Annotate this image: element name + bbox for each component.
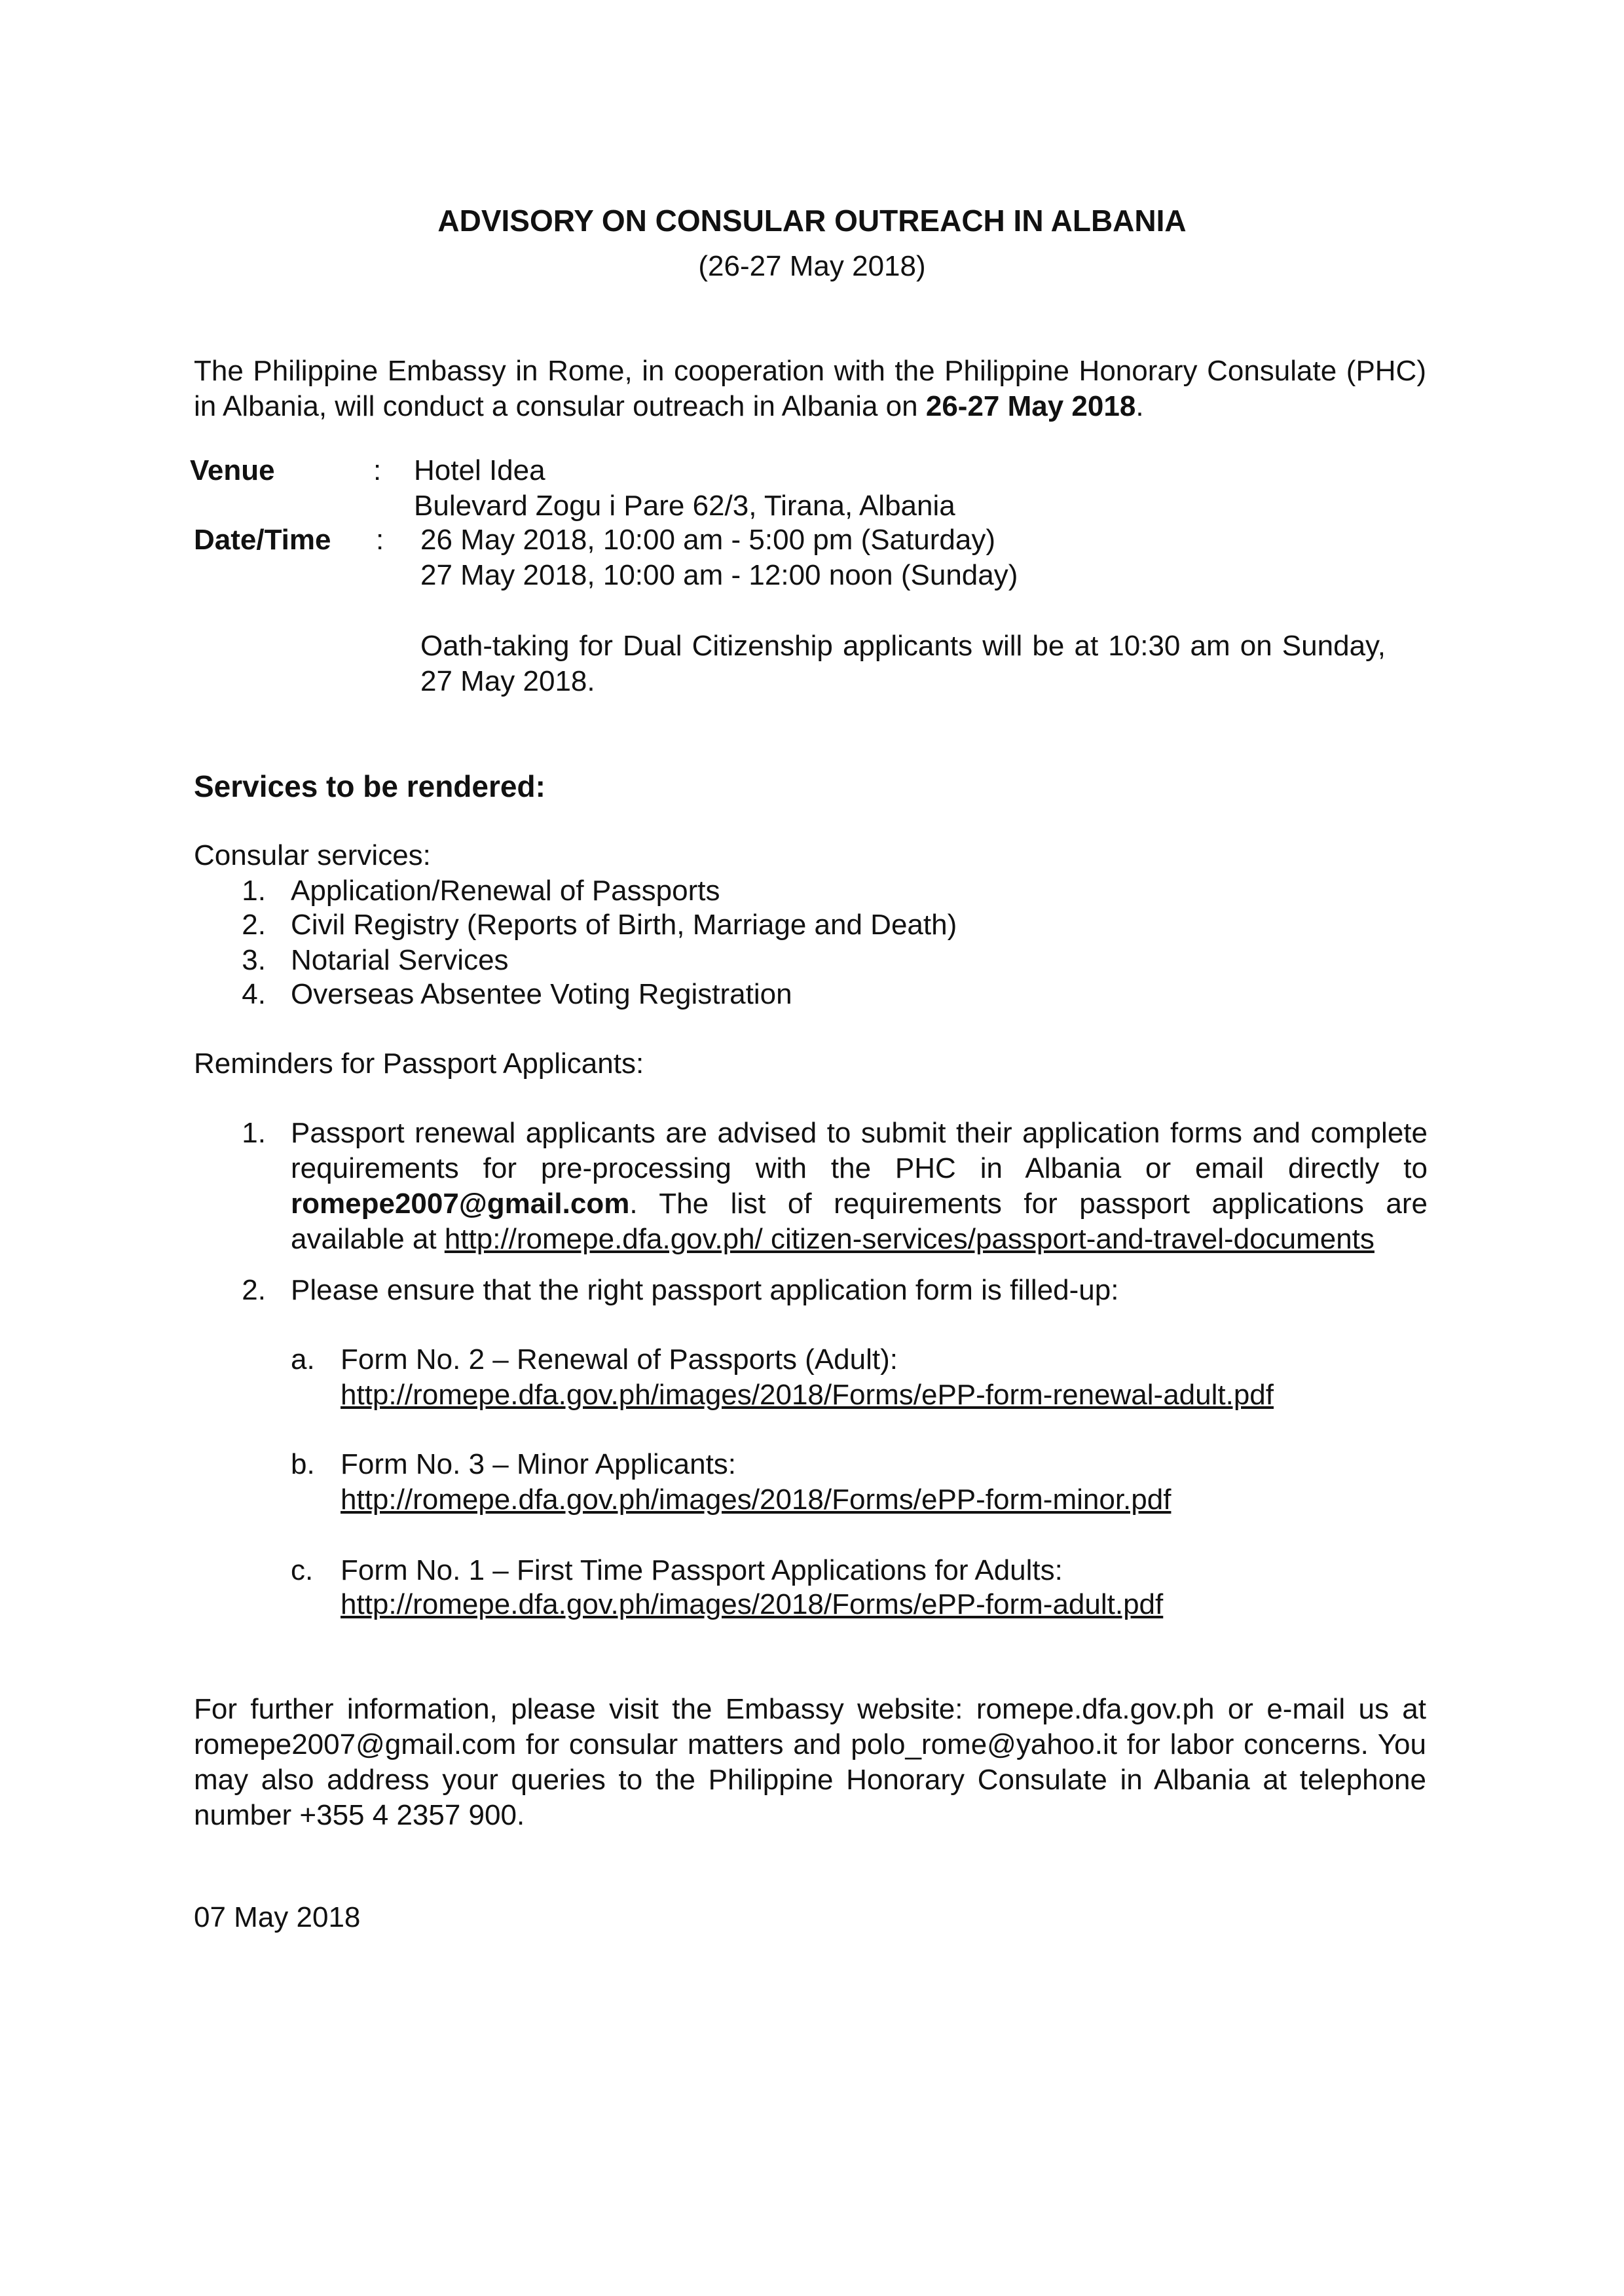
intro-text: The Philippine Embassy in Rome, in cooperation with the Philippine Honorary Consulate (PHC) in Albania, will conduct a consular outreach in Albania on [194,355,1426,422]
form-title: Form No. 2 – Renewal of Passports (Adult): [341,1343,898,1376]
venue-line-1: Hotel Idea [414,454,545,486]
oath-taking-note: Oath-taking for Dual Citizenship applicants will be at 10:30 am on Sunday, 27 May 2018. [420,630,1386,697]
service-item: Notarial Services [291,944,509,976]
service-item: Civil Registry (Reports of Birth, Marriage and Death) [291,909,957,941]
form-link[interactable]: http://romepe.dfa.gov.ph/images/2018/Forms/ePP-form-renewal-adult.pdf [341,1379,1274,1411]
venue-line-2: Bulevard Zogu i Pare 62/3, Tirana, Albania [414,490,955,522]
intro-paragraph [194,354,1426,424]
datetime-label: Date/Time [194,524,331,556]
service-number: 1. [242,875,266,907]
datetime-colon: : [376,524,384,556]
service-number: 2. [242,909,266,941]
form-title: Form No. 1 – First Time Passport Applications for Adults: [341,1554,1063,1586]
date-issued: 07 May 2018 [194,1901,361,1933]
venue-label: Venue [190,454,275,486]
reminders-label: Reminders for Passport Applicants: [194,1048,644,1080]
intro-date: 26-27 May 2018 [925,390,1136,422]
reminder-1-text-b: . The list of requirements for passport applications are available at [291,1188,1428,1255]
service-number: 3. [242,944,266,976]
form-link[interactable]: http://romepe.dfa.gov.ph/images/2018/Forms/ePP-form-adult.pdf [341,1588,1164,1620]
form-link[interactable]: http://romepe.dfa.gov.ph/images/2018/Forms/ePP-form-minor.pdf [341,1484,1172,1516]
intro-end: . [1135,390,1144,422]
document-title: ADVISORY ON CONSULAR OUTREACH IN ALBANIA [437,204,1187,238]
service-item: Application/Renewal of Passports [291,875,720,907]
reminder-1-text-a: Passport renewal applicants are advised to submit their application forms and complete requirements for pre-processing with the PHC in Albania or email directly to [291,1117,1428,1184]
form-letter: a. [291,1343,315,1376]
reminder-email: romepe2007@gmail.com [291,1188,630,1220]
datetime-line-1: 26 May 2018, 10:00 am - 5:00 pm (Saturday) [420,524,996,556]
reminder-number: 1. [242,1117,266,1149]
services-heading: Services to be rendered: [194,769,545,803]
form-letter: c. [291,1554,314,1586]
document-subtitle: (26-27 May 2018) [698,250,926,282]
further-information: For further information, please visit the Embassy website: romepe.dfa.gov.ph or e-mail us at romepe2007@gmail.com for consular matters and polo_rome@yahoo.it for labor concerns. You may also address your queries to the Philippine Honorary Consulate in Albania at telephone number +355 4 2357 900. [194,1693,1426,1831]
form-title: Form No. 3 – Minor Applicants: [341,1448,737,1480]
reminder-item-1 [291,1116,1428,1257]
form-letter: b. [291,1448,315,1480]
reminder-item-2: Please ensure that the right passport application form is filled-up: [291,1274,1119,1306]
service-item: Overseas Absentee Voting Registration [291,978,792,1010]
reminder-number: 2. [242,1274,266,1306]
venue-colon: : [373,454,382,486]
requirements-link[interactable]: http://romepe.dfa.gov.ph/ citizen-services/passport-and-travel-documents [444,1223,1375,1255]
service-number: 4. [242,978,266,1010]
datetime-line-2: 27 May 2018, 10:00 am - 12:00 noon (Sunday) [420,559,1018,591]
consular-services-label: Consular services: [194,839,431,871]
